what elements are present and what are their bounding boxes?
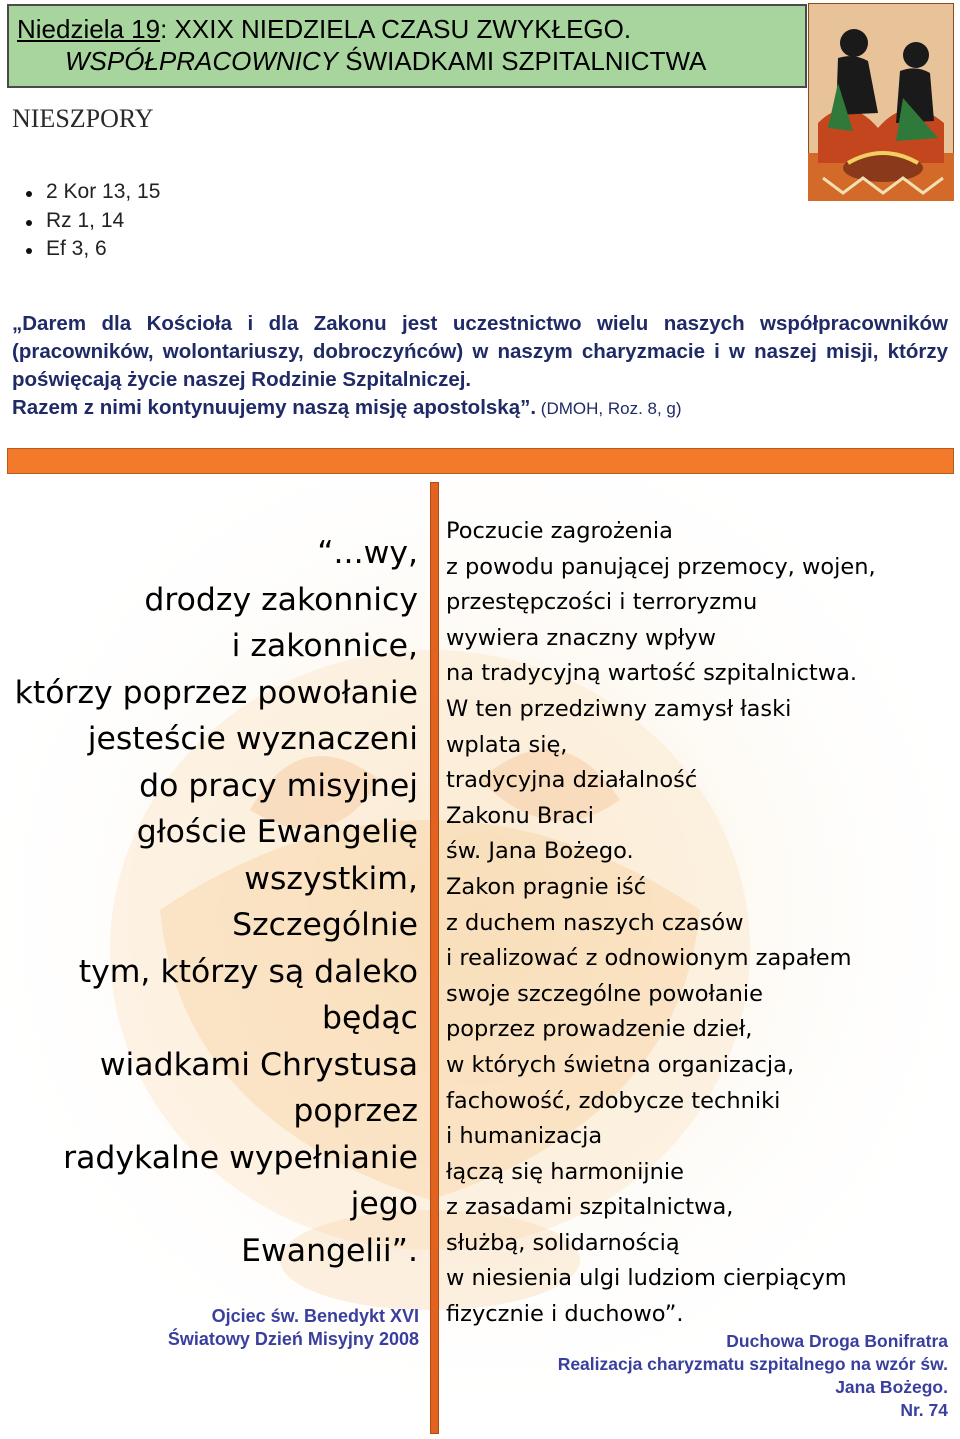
text-line: swoje szczególne powołanie — [446, 980, 763, 1007]
quote-signature — [168, 1305, 419, 1351]
theme-italic: WSPÓŁPRACOWNICY — [65, 46, 339, 76]
quote-line: drodzy zakonnicy — [144, 581, 418, 618]
title-rest: : XXIX NIEDZIELA CZASU ZWYKŁEGO. — [160, 14, 632, 44]
quote-line: “...wy, — [317, 535, 418, 571]
text-line: Zakon pragnie iść — [446, 873, 647, 900]
list-item: 2 Kor 13, 15 — [20, 180, 160, 209]
text-line: łączą się harmonijnie — [446, 1158, 684, 1185]
reflection-text — [446, 514, 956, 1333]
list-item: Rz 1, 14 — [20, 209, 160, 238]
quote-line: będąc — [322, 1000, 418, 1036]
text-line: fizycznie i duchowo”. — [446, 1301, 684, 1328]
quote-line: do pracy misyjnej — [139, 767, 418, 804]
text-line: i realizować z odnowionym zapałem — [446, 945, 852, 972]
quote-line: radykalne wypełnianie — [63, 1139, 418, 1176]
quote-line: Szczególnie — [232, 907, 418, 943]
readings-list — [20, 180, 160, 266]
text-line: Poczucie zagrożenia — [446, 518, 673, 544]
quote-line: jesteście wyznaczeni — [87, 721, 418, 757]
footer-number: Nr. 74 — [900, 1400, 948, 1420]
quote-line: jego — [350, 1186, 418, 1222]
divider-bar — [7, 448, 954, 474]
artwork-image — [808, 3, 954, 201]
quote-line: i zakonnice, — [231, 628, 418, 664]
section-title: NIESZPORY — [12, 104, 154, 133]
text-line: Zakonu Braci — [446, 802, 594, 829]
footer-title: Realizacja charyzmatu szpitalnego na wzór św. — [557, 1354, 948, 1374]
text-line: z duchem naszych czasów — [446, 909, 744, 936]
quote-line: tym, którzy są daleko — [78, 953, 418, 990]
text-line: i humanizacja — [446, 1123, 603, 1150]
quote-line: którzy poprzez powołanie — [14, 674, 418, 711]
footer-title-cont: Jana Bożego. — [835, 1377, 948, 1397]
quote-line: Ewangelii”. — [241, 1232, 418, 1269]
quote-line: wiadkami Chrystusa — [99, 1046, 418, 1083]
header-banner — [7, 4, 807, 88]
text-line: wplata się, — [446, 731, 568, 758]
text-line: poprzez prowadzenie dzieł, — [446, 1016, 753, 1043]
dmoh-quote — [12, 310, 948, 423]
sunday-label: Niedziela 19 — [17, 14, 161, 44]
text-line: służbą, solidarnością — [446, 1229, 680, 1256]
text-line: wywiera znaczny wpływ — [446, 624, 716, 651]
pope-quote — [10, 530, 418, 1274]
signature-author: Ojciec św. Benedykt XVI — [211, 1306, 419, 1326]
signature-occasion: Światowy Dzień Misyjny 2008 — [167, 1329, 419, 1349]
theme-rest: ŚWIADKAMI SZPITALNICTWA — [338, 46, 707, 76]
publication-footer — [508, 1330, 948, 1422]
text-line: w których świetna organizacja, — [446, 1051, 795, 1078]
text-line: na tradycyjną wartość szpitalnictwa. — [446, 660, 858, 687]
text-line: w niesienia ulgi ludziom cierpiącym — [446, 1265, 847, 1292]
text-line: fachowość, zdobycze techniki — [446, 1087, 781, 1114]
column-divider — [430, 482, 439, 1434]
quote-text: „Darem dla Kościoła i dla Zakonu jest uczestnictwo wielu naszych współpracowników (pracowników, wolontariuszy, dobroczyńców) w naszym charyzmacie i w naszej misji, którzy poświęcają życie naszej Rodzinie Szpitalniczej. — [12, 312, 948, 391]
text-line: z powodu panującej przemocy, wojen, — [446, 553, 876, 580]
text-line: tradycyjna działalność — [446, 767, 698, 794]
quote-line: poprzez — [293, 1093, 418, 1129]
page-subtitle — [65, 46, 706, 77]
quote-source: (DMOH, Roz. 8, g) — [536, 399, 682, 418]
footer-series: Duchowa Droga Bonifratra — [726, 1331, 948, 1351]
quote-last-line: Razem z nimi kontynuujemy naszą misję apostolską”. (DMOH, Roz. 8, g) — [12, 396, 682, 419]
text-line: z zasadami szpitalnictwa, — [446, 1194, 734, 1221]
list-item: Ef 3, 6 — [20, 237, 160, 266]
text-line: św. Jana Bożego. — [446, 838, 634, 865]
quote-line: głoście Ewangelię — [136, 814, 418, 850]
text-line: przestępczości i terroryzmu — [446, 589, 758, 616]
page-title — [17, 14, 631, 45]
quote-line: wszystkim, — [244, 860, 418, 897]
text-line: W ten przedziwny zamysł łaski — [446, 695, 792, 722]
